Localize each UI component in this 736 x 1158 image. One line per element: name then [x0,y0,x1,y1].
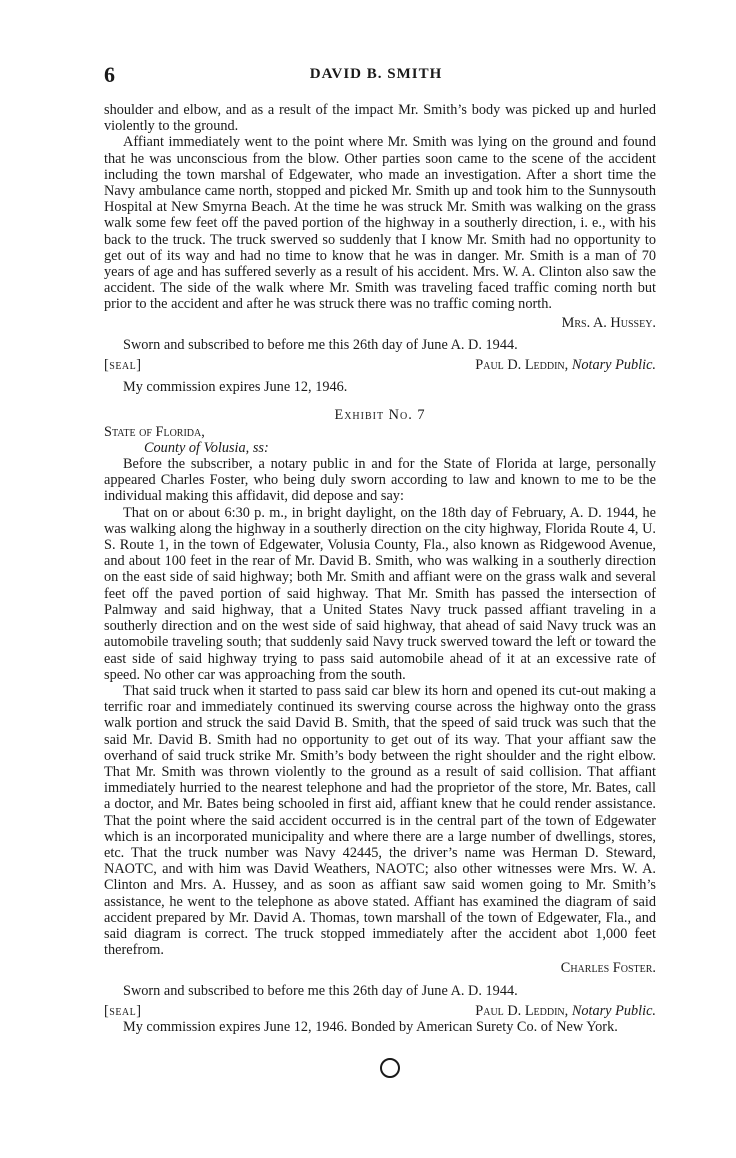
foster-paragraph-1: Before the subscriber, a notary public in and for the State of Florida at large, personally appeared Charles Foster, who being duly sworn according to law and known to me to be the individual making this affidavit, did depose and say: [104,456,656,505]
foster-sworn-statement: Sworn and subscribed to before me this 26th day of June A. D. 1944. [123,982,518,999]
foster-commission: My commission expires June 12, 1946. Bonded by American Surety Co. of New York. [123,1018,618,1035]
end-circle-mark [380,1058,400,1078]
foster-paragraph-2: That on or about 6:30 p. m., in bright daylight, on the 18th day of February, A. D. 1944, he was walking along the highway in a southerly direction on the city highway, Florida Route 4, U. S. Route 1, in the town of Edgewater, Volusia County, Fla., also known as Ridgewood Avenue, and about 100 feet in the rear of Mr. David B. Smith, who was walking in a southerly direction on the east side of said highway; both Mr. Smith and affiant were on the grass walk and several feet off the paved portion of said highway. That Mr. Smith has passed the intersection of Palmway and said highway, that a United States Navy truck passed affiant traveling in a southerly direction and on the west side of said highway, that ahead of said Navy truck was an automobile traveling south; that suddenly said Navy truck swerved toward the left or toward the east side of said highway trying to pass said automobile ahead of it at an excessive rate of speed. No other car was approaching from the south. [104,504,656,683]
foster-notary-name: Paul D. Leddin, [475,1002,569,1019]
page-number: 6 [104,62,115,87]
hussey-commission: My commission expires June 12, 1946. [123,379,348,396]
foster-notary-line [104,1003,656,1019]
hussey-paragraph-2: Affiant immediately went to the point where Mr. Smith was lying on the ground and found that he was unconscious from the blow. Other parties soon came to the scene of the accident including the town marshal of Edgewater, who made an investigation. After a short time the Navy ambulance came north, stopped and picked Mr. Smith up and took him to the Sunnysouth Hospital at New Smyrna Beach. At the time he was struck Mr. Smith was walking on the grass walk some few feet off the paved portion of the highway in a southerly direction, i. e., with his back to the truck. The truck swerved so suddenly that I know Mr. Smith had no opportunity to get out of its way and had no time to know that he was in danger. Mr. Smith is a man of 70 years of age and has suffered severly as a result of his accident. Mrs. W. A. Clinton also saw the accident. The side of the walk where Mr. Smith was traveling faced traffic coming north but prior to the accident and after he was struck there was no traffic coming north. [104,134,656,313]
hussey-notary-title: Notary Public. [571,357,656,374]
foster-notary [475,1003,656,1019]
exhibit-title: Exhibit No. 7 [334,407,426,424]
foster-signature: Charles Foster. [560,960,656,977]
hussey-notary-line [104,357,656,373]
page-header [104,62,648,86]
exhibit-state: State of Florida, [104,423,205,440]
hussey-seal: [seal] [104,357,142,374]
hussey-notary [475,357,656,373]
hussey-signature: Mrs. A. Hussey. [561,314,656,331]
foster-notary-title: Notary Public. [571,1002,656,1019]
hussey-sworn-statement: Sworn and subscribed to before me this 26th day of June A. D. 1944. [123,336,518,353]
foster-seal: [seal] [104,1002,142,1019]
running-head: DAVID B. SMITH [309,66,443,82]
exhibit-county: County of Volusia, ss: [144,439,269,456]
hussey-notary-name: Paul D. Leddin, [475,357,569,374]
hussey-paragraph-1: shoulder and elbow, and as a result of the impact Mr. Smith’s body was picked up and hurled violently to the ground. [104,102,656,135]
document-body [104,102,656,1035]
foster-paragraph-3: That said truck when it started to pass said car blew its horn and opened its cut-out making a terrific roar and immediately continued its swerving course across the highway onto the grass walk portion and struck the said David B. Smith, that the speed of said truck was such that the said Mr. David B. Smith had no opportunity to get out of its way. That your affiant saw the overhand of said truck strike Mr. Smith’s body between the right shoulder and the right elbow. That Mr. Smith was thrown violently to the ground as a result of said collision. That affiant immediately hurried to the nearest telephone and had the proprietor of the store, Mr. Bates, call a doctor, and Mr. Bates being schooled in first aid, affiant knew that he could render assistance. That the point where the said accident occurred is in the central part of the town of Edgewater which is an incorporated municipality and where there are a large number of dwellings, stores, etc. That the truck number was Navy 42445, the driver’s name was Herman D. Steward, NAOTC, and with him was David Weathers, NAOTC; also other witnesses were Mrs. W. A. Clinton and Mrs. A. Hussey, and as soon as affiant saw said women going to Mr. Smith’s assistance, he went to the telephone as above stated. Affiant has examined the diagram of said accident prepared by Mr. David A. Thomas, town marshall of the town of Edgewater, Fla., and said diagram is correct. The truck stopped immediately after the accident abot 1,000 feet therefrom. [104,682,656,959]
